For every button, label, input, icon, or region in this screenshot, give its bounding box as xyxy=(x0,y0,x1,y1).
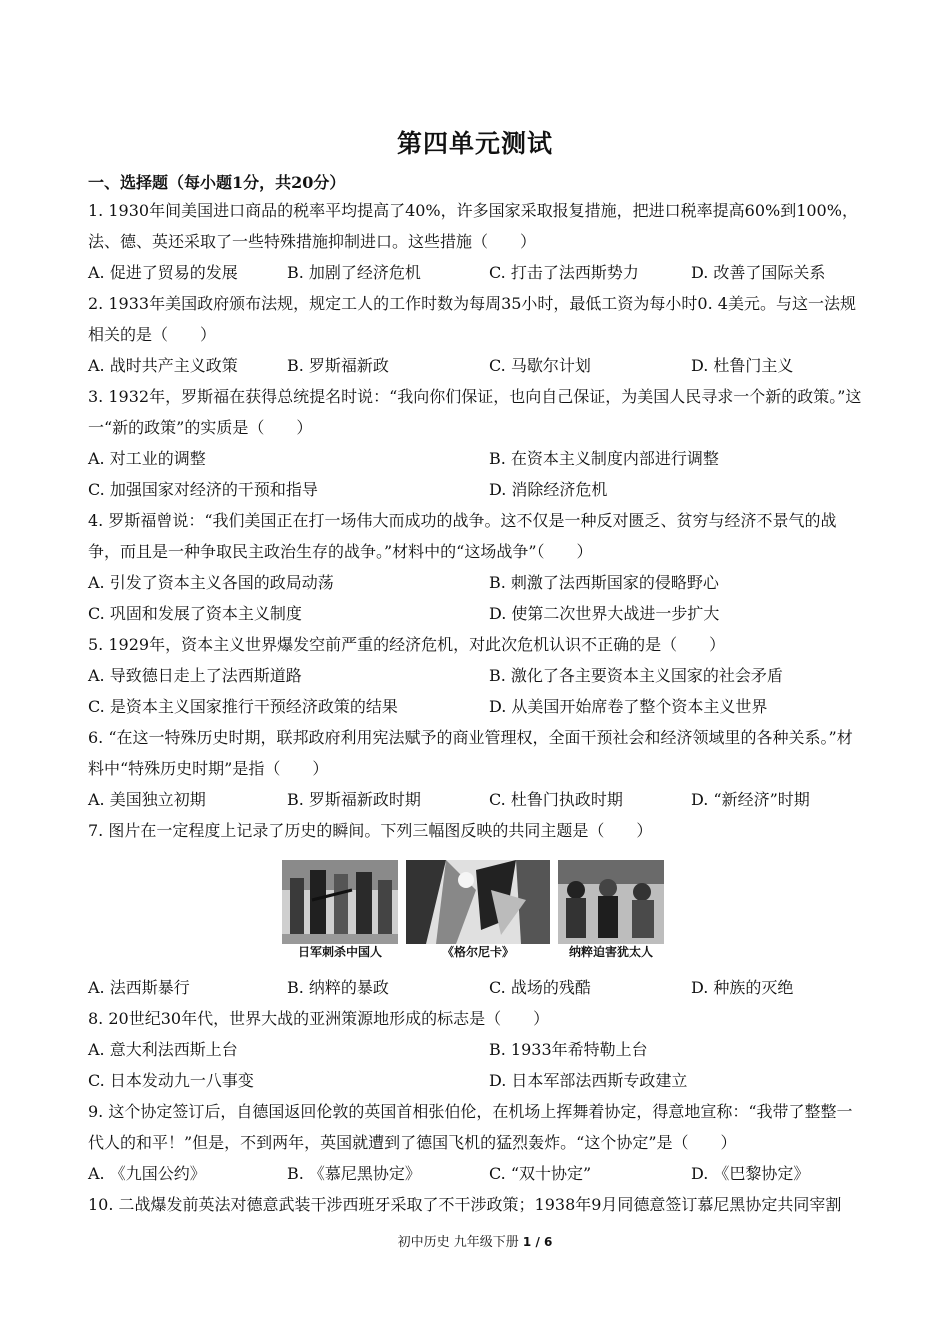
question-5-options-row1 xyxy=(88,660,868,691)
question-1-options xyxy=(88,257,868,288)
page-footer xyxy=(0,1231,950,1250)
option-c: C. 马歇尔计划 xyxy=(489,356,591,375)
footer-text: 初中历史 九年级下册 xyxy=(397,1235,519,1250)
figure-nazi-persecution xyxy=(558,860,664,960)
option-b: B. 在资本主义制度内部进行调整 xyxy=(489,449,719,468)
question-8: 8. 20世纪30年代，世界大战的亚洲策源地形成的标志是（ ） xyxy=(88,1009,550,1028)
photo-japanese-soldiers-image xyxy=(282,860,398,944)
section-heading: 一、选择题（每小题1分，共20分） xyxy=(88,173,346,192)
question-6: 6. “在这一特殊历史时期，联邦政府利用宪法赋予的商业管理权，全面干预社会和经济领域里的各种关系。”材料中“特殊历史时期”是指（ ） xyxy=(88,728,853,778)
option-c: C. 打击了法西斯势力 xyxy=(489,263,639,282)
option-a: A. 法西斯暴行 xyxy=(88,978,190,997)
option-d: D. “新经济”时期 xyxy=(691,790,810,809)
page-title: 第四单元测试 xyxy=(396,129,553,158)
question-8-options-row1 xyxy=(88,1034,868,1065)
option-c: C. 日本发动九一八事变 xyxy=(88,1071,254,1090)
photo-nazi-persecution-image xyxy=(558,860,664,944)
option-c: C. “双十协定” xyxy=(489,1164,592,1183)
option-b: B. 加剧了经济危机 xyxy=(287,263,421,282)
option-c: C. 是资本主义国家推行干预经济政策的结果 xyxy=(88,697,398,716)
question-5-options-row2 xyxy=(88,691,868,722)
option-b: B. 《慕尼黑协定》 xyxy=(287,1164,421,1183)
option-d: D. 消除经济危机 xyxy=(489,480,608,499)
option-d: D. 使第二次世界大战进一步扩大 xyxy=(489,604,720,623)
question-7-figures xyxy=(282,860,664,960)
question-2: 2. 1933年美国政府颁布法规，规定工人的工作时数为每周35小时，最低工资为每小时0. 4美元。与这一法规相关的是（ ） xyxy=(88,294,856,344)
option-a: A. 引发了资本主义各国的政局动荡 xyxy=(88,573,334,592)
question-3-options-row2 xyxy=(88,474,868,505)
option-b: B. 罗斯福新政 xyxy=(287,356,389,375)
option-c: C. 加强国家对经济的干预和指导 xyxy=(88,480,318,499)
option-a: A. 美国独立初期 xyxy=(88,790,206,809)
option-b: B. 刺激了法西斯国家的侵略野心 xyxy=(489,573,719,592)
question-2-options xyxy=(88,350,868,381)
figure-caption: 《格尔尼卡》 xyxy=(441,945,514,959)
option-b: B. 纳粹的暴政 xyxy=(287,978,389,997)
option-b: B. 罗斯福新政时期 xyxy=(287,790,421,809)
figure-japanese-soldiers xyxy=(282,860,398,960)
question-9-options xyxy=(88,1158,868,1189)
option-a: A. 战时共产主义政策 xyxy=(88,356,238,375)
option-a: A. 对工业的调整 xyxy=(88,449,206,468)
figure-guernica xyxy=(406,860,550,960)
option-c: C. 战场的残酷 xyxy=(489,978,591,997)
question-1: 1. 1930年间美国进口商品的税率平均提高了40%，许多国家采取报复措施，把进口税率提高60%到100%，法、德、英还采取了一些特殊措施抑制进口。这些措施（ ） xyxy=(88,201,858,251)
option-d: D. 从美国开始席卷了整个资本主义世界 xyxy=(489,697,768,716)
option-d: D. 日本军部法西斯专政建立 xyxy=(489,1071,688,1090)
option-c: C. 巩固和发展了资本主义制度 xyxy=(88,604,302,623)
page-number: 1 / 6 xyxy=(522,1235,553,1249)
question-8-options-row2 xyxy=(88,1065,868,1096)
question-3: 3. 1932年，罗斯福在获得总统提名时说：“我向你们保证，也向自己保证，为美国人民寻求一个新的政策。”这一“新的政策”的实质是（ ） xyxy=(88,387,862,437)
question-7: 7. 图片在一定程度上记录了历史的瞬间。下列三幅图反映的共同主题是（ ） xyxy=(88,821,653,840)
option-d: D. 杜鲁门主义 xyxy=(691,356,794,375)
option-d: D. 改善了国际关系 xyxy=(691,263,826,282)
option-b: B. 激化了各主要资本主义国家的社会矛盾 xyxy=(489,666,783,685)
question-4: 4. 罗斯福曾说：“我们美国正在打一场伟大而成功的战争。这不仅是一种反对匮乏、贫穷与经济不景气的战争，而且是一种争取民主政治生存的战争。”材料中的“这场战争”（ ） xyxy=(88,511,837,561)
option-a: A. 意大利法西斯上台 xyxy=(88,1040,238,1059)
question-7-options xyxy=(88,972,868,1003)
question-6-options xyxy=(88,784,868,815)
figure-caption: 日军刺杀中国人 xyxy=(297,945,382,959)
question-4-options-row1 xyxy=(88,567,868,598)
option-a: A. 《九国公约》 xyxy=(88,1164,206,1183)
question-3-options-row1 xyxy=(88,443,868,474)
option-b: B. 1933年希特勒上台 xyxy=(489,1040,648,1059)
option-c: C. 杜鲁门执政时期 xyxy=(489,790,623,809)
guernica-painting-image xyxy=(406,860,550,944)
option-d: D. 种族的灭绝 xyxy=(691,978,794,997)
question-5: 5. 1929年，资本主义世界爆发空前严重的经济危机，对此次危机认识不正确的是（ ） xyxy=(88,635,726,654)
option-a: A. 促进了贸易的发展 xyxy=(88,263,238,282)
question-9: 9. 这个协定签订后，自德国返回伦敦的英国首相张伯伦，在机场上挥舞着协定，得意地宣称：“我带了整整一代人的和平！”但是，不到两年，英国就遭到了德国飞机的猛烈轰炸。“这个协定”是（ ） xyxy=(88,1102,853,1152)
question-10: 10. 二战爆发前英法对德意武装干涉西班牙采取了不干涉政策；1938年9月同德意签订慕尼黑协定共同宰割 xyxy=(88,1195,842,1214)
option-d: D. 《巴黎协定》 xyxy=(691,1164,810,1183)
figure-caption: 纳粹迫害犹太人 xyxy=(568,945,653,959)
option-a: A. 导致德日走上了法西斯道路 xyxy=(88,666,302,685)
question-4-options-row2 xyxy=(88,598,868,629)
